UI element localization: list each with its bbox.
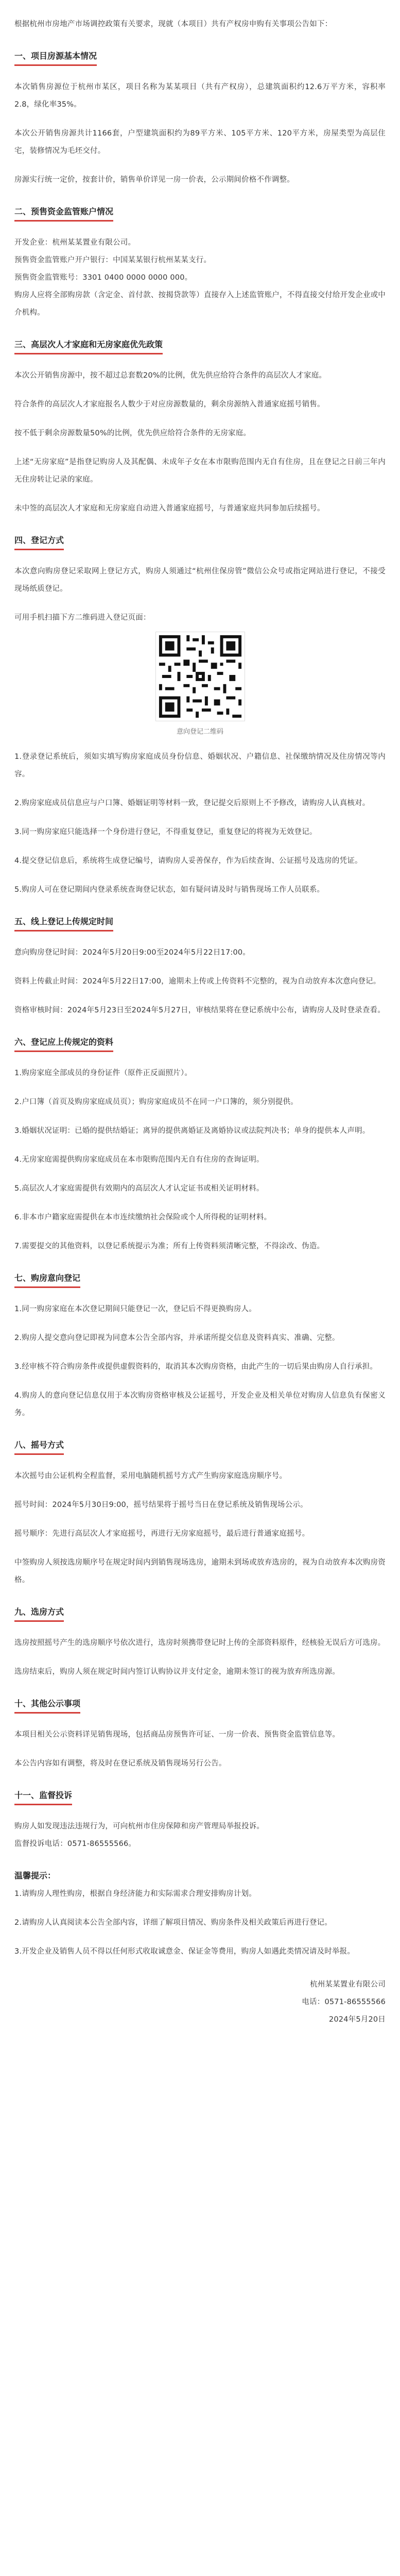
paragraph: 4.无房家庭需提供购房家庭成员在本市限购范围内无自有住房的查询证明。	[14, 1156, 264, 1164]
paragraph: 1.同一购房家庭在本次登记期间只能登记一次，登记后不得更换购房人。	[14, 1305, 256, 1313]
paragraph: 2.请购房人认真阅读本公告全部内容，详细了解项目情况、购房条件及相关政策后再进行登记。	[14, 1919, 332, 1927]
paragraph: 可用手机扫描下方二维码进入登记页面：	[14, 614, 151, 622]
paragraph: 本次摇号由公证机构全程监督，采用电脑随机摇号方式产生购房家庭选房顺序号。	[14, 1472, 287, 1480]
section-title: 八、摇号方式	[14, 1438, 64, 1455]
section-other-notices	[14, 1697, 386, 1772]
paragraph: 2.户口簿（首页及购房家庭成员页）；购房家庭成员不在同一户口簿的，须分别提供。	[14, 1098, 298, 1106]
paragraph: 本公告内容如有调整，将及时在登记系统及销售现场另行公告。	[14, 1759, 227, 1768]
company-name: 杭州某某置业有限公司	[310, 1980, 386, 1989]
section-title: 十一、监督投诉	[14, 1789, 72, 1805]
paragraph: 摇号顺序：先进行高层次人才家庭摇号，再进行无房家庭摇号，最后进行普通家庭摇号。	[14, 1530, 310, 1538]
section-title: 十、其他公示事项	[14, 1697, 80, 1714]
section-project-info	[14, 49, 386, 189]
paragraph: 开发企业：杭州某某置业有限公司。	[14, 239, 136, 247]
contact-phone: 电话：0571-86555566	[302, 1998, 386, 2006]
paragraph: 4.购房人的意向登记信息仅用于本次购房资格审核及公证摇号，开发企业及相关单位对购房人信息负有保密义务。	[14, 1392, 386, 1417]
paragraph: 按不低于剩余房源数量50%的比例，优先供应给符合条件的无房家庭。	[14, 429, 251, 437]
paragraph: 资料上传截止时间：2024年5月22日17:00，逾期未上传或上传资料不完整的，视为自动放弃本次意向登记。	[14, 977, 381, 986]
paragraph: 监督投诉电话：0571-86555566。	[14, 1840, 136, 1848]
paragraph: 房源实行统一定价，按套计价，销售单价详见一房一价表，公示期间价格不作调整。	[14, 176, 294, 184]
section-registration-method	[14, 534, 386, 899]
paragraph: 3.开发企业及销售人员不得以任何形式收取诚意金、保证金等费用，购房人如遇此类情况请及时举报。	[14, 1947, 355, 1956]
paragraph: 3.同一购房家庭只能选择一个身份进行登记，不得重复登记，重复登记的将视为无效登记。	[14, 828, 317, 836]
paragraph: 本次销售房源位于杭州市某区，项目名称为某某项目（共有产权房），总建筑面积约12.6万平方米，容积率2.8，绿化率35%。	[14, 83, 386, 109]
section-lottery-method	[14, 1438, 386, 1589]
qr-code-block	[14, 632, 386, 736]
section-title: 三、高层次人才家庭和无房家庭优先政策	[14, 338, 163, 354]
section-title: 五、线上登记上传规定时间	[14, 915, 113, 931]
warm-tips	[14, 1869, 386, 1960]
paragraph: 未中签的高层次人才家庭和无房家庭自动进入普通家庭摇号，与普通家庭共同参加后续摇号。	[14, 504, 325, 513]
publish-date: 2024年5月20日	[328, 2015, 386, 2024]
paragraph: 本次意向购房登记采取网上登记方式，购房人须通过“杭州住保房管”微信公众号或指定网站进行登记，不接受现场纸质登记。	[14, 567, 386, 593]
section-title: 七、购房意向登记	[14, 1272, 80, 1288]
paragraph: 摇号时间：2024年5月30日9:00，摇号结果将于摇号当日在登记系统及销售现场公示。	[14, 1501, 308, 1509]
section-selection-method	[14, 1605, 386, 1681]
paragraph: 5.购房人可在登记期间内登录系统查询登记状态，如有疑问请及时与销售现场工作人员联系。	[14, 886, 325, 894]
qr-code-image[interactable]	[155, 632, 245, 721]
paragraph: 预售资金监管账户开户银行：中国某某银行杭州某某支行。	[14, 256, 212, 264]
paragraph: 2.购房人提交意向登记即视为同意本公告全部内容，并承诺所提交信息及资料真实、准确、完整。	[14, 1334, 340, 1342]
paragraph: 1.请购房人理性购房，根据自身经济能力和实际需求合理安排购房计划。	[14, 1890, 256, 1898]
paragraph: 本次公开销售房源共计1166套，户型建筑面积约为89平方米、105平方米、120平方米，房屋类型为高层住宅，装修情况为毛坯交付。	[14, 129, 386, 155]
paragraph: 中签购房人须按选房顺序号在规定时间内到销售现场选房，逾期未到场或放弃选房的，视为自动放弃本次购房资格。	[14, 1558, 386, 1584]
paragraph: 购房人如发现违法违规行为，可向杭州市住房保障和房产管理局举报投诉。	[14, 1822, 265, 1831]
paragraph: 5.高层次人才家庭需提供有效期内的高层次人才认定证书或相关证明材料。	[14, 1184, 264, 1193]
paragraph: 资格审核时间：2024年5月23日至2024年5月27日，审核结果将在登记系统中公布，请购房人及时登录查看。	[14, 1006, 385, 1014]
paragraph: 选房结束后，购房人须在规定时间内签订认购协议并支付定金，逾期未签订的视为放弃所选房源。	[14, 1668, 340, 1676]
paragraph: 符合条件的高层次人才家庭报名人数少于对应房源数量的，剩余房源纳入普通家庭摇号销售。	[14, 400, 325, 409]
section-supervision-complaints	[14, 1789, 386, 1853]
section-title: 六、登记应上传规定的资料	[14, 1036, 113, 1052]
paragraph: 2.购房家庭成员信息应与户口簿、婚姻证明等材料一致，登记提交后原则上不予修改，请购房人认真核对。	[14, 799, 370, 807]
paragraph: 购房人应将全部购房款（含定金、首付款、按揭贷款等）直接存入上述监管账户，不得直接交付给开发企业或中介机构。	[14, 291, 386, 317]
paragraph: 选房按照摇号产生的选房顺序号依次进行，选房时须携带登记时上传的全部资料原件，经核验无误后方可选房。	[14, 1639, 386, 1647]
paragraph: 7.需要提交的其他资料，以登记系统提示为准；所有上传资料须清晰完整，不得涂改、伪造。	[14, 1242, 325, 1250]
paragraph: 3.婚姻状况证明：已婚的提供结婚证；离异的提供离婚证及离婚协议或法院判决书；单身的提供本人声明。	[14, 1127, 370, 1135]
qr-code-caption: 意向登记二维码	[176, 728, 223, 736]
section-required-documents	[14, 1036, 386, 1255]
intro-paragraph: 根据杭州市房地产市场调控政策有关要求，现就（本项目）共有产权房申购有关事项公告如下：	[14, 20, 333, 28]
paragraph: 本次公开销售房源中，按不超过总套数20%的比例，优先供应给符合条件的高层次人才家庭。	[14, 371, 327, 380]
section-title: 九、选房方式	[14, 1605, 64, 1622]
section-title: 二、预售资金监管账户情况	[14, 205, 113, 222]
paragraph: 1.登录登记系统后，须如实填写购房家庭成员身份信息、婚姻状况、户籍信息、社保缴纳情况及住房情况等内容。	[14, 753, 386, 778]
paragraph: 3.经审核不符合购房条件或提供虚假资料的，取消其本次购房资格，由此产生的一切后果由购房人自行承担。	[14, 1363, 378, 1371]
warm-tips-title: 温馨提示：	[14, 1871, 56, 1880]
section-priority-policy	[14, 338, 386, 517]
section-upload-deadline	[14, 915, 386, 1019]
section-escrow-account	[14, 205, 386, 321]
section-title: 一、项目房源基本情况	[14, 49, 97, 66]
paragraph: 上述“无房家庭”是指登记购房人及其配偶、未成年子女在本市限购范围内无自有住房，且在登记之日前三年内无住房转让记录的家庭。	[14, 458, 386, 484]
paragraph: 6.非本市户籍家庭需提供在本市连续缴纳社会保险或个人所得税的证明材料。	[14, 1213, 272, 1222]
signature-block	[14, 1976, 386, 2028]
section-title: 四、登记方式	[14, 534, 64, 550]
paragraph: 4.提交登记信息后，系统将生成登记编号，请购房人妥善保存，作为后续查询、公证摇号及选房的凭证。	[14, 857, 362, 865]
section-purchase-intention	[14, 1272, 386, 1422]
paragraph: 本项目相关公示资料详见销售现场，包括商品房预售许可证、一房一价表、预售资金监管信息等。	[14, 1731, 340, 1739]
paragraph: 预售资金监管账号：3301 0400 0000 0000 000。	[14, 274, 193, 282]
paragraph: 意向购房登记时间：2024年5月20日9:00至2024年5月22日17:00。	[14, 948, 251, 957]
qr-code-graphic	[156, 632, 245, 721]
paragraph: 1.购房家庭全部成员的身份证件（原件正反面照片）。	[14, 1069, 193, 1077]
